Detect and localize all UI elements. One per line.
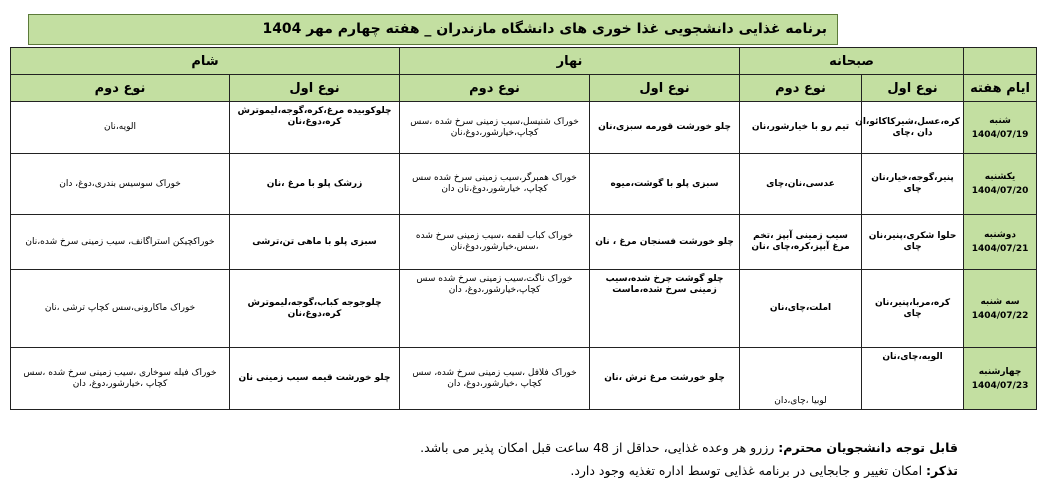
breakfast-type2-cell: عدسی،نان،چای	[740, 154, 862, 215]
day-date: 1404/07/19	[971, 129, 1029, 140]
lunch-type1-header: نوع اول	[590, 75, 740, 102]
note-reservation-label: قابل توجه دانشجویان محترم:	[778, 440, 958, 455]
dinner-type1-cell: سبزی پلو با ماهی تن،ترشی	[230, 215, 400, 270]
note-reservation	[420, 436, 958, 459]
day-date: 1404/07/23	[971, 380, 1029, 391]
day-cell	[964, 348, 1037, 410]
lunch-type2-cell: خوراک فلافل ،سیب زمینی سرخ شده، سس کچاپ ،خیارشور،دوغ، دان	[400, 348, 590, 410]
type-header-row	[11, 75, 1037, 102]
meal-group-empty	[964, 48, 1037, 75]
dinner-type1-cell: چلوجوجه کباب،گوجه،لیموترش کره،دوغ،نان	[230, 270, 400, 348]
breakfast-type1-cell: الویه،چای،نان	[862, 348, 964, 410]
dinner-type1-header: نوع اول	[230, 75, 400, 102]
dinner-type1-cell: زرشک پلو با مرغ ،نان	[230, 154, 400, 215]
note-changes-text: امکان تغییر و جابجایی در برنامه غذایی توسط اداره تغذیه وجود دارد.	[570, 463, 927, 478]
breakfast-type2-header: نوع دوم	[740, 75, 862, 102]
lunch-type2-cell: خوراک ناگت،سیب زمینی سرخ شده سس کچاپ،خیارشور،دوغ، دان	[400, 270, 590, 348]
meal-group-row	[11, 48, 1037, 75]
table-row	[11, 348, 1037, 410]
day-name: شنبه	[989, 115, 1011, 126]
lunch-type1-cell: چلو خورشت فسنجان مرغ ، نان	[590, 215, 740, 270]
lunch-type1-cell: سبزی پلو با گوشت،میوه	[590, 154, 740, 215]
breakfast-type1-cell: کره،عسل،شیرکاکائو،ان دان ،چای	[862, 102, 964, 154]
breakfast-type2-cell: سیب زمینی آبپز ،تخم مرغ آبپز،کره،چای ،نان	[740, 215, 862, 270]
meal-lunch-header: نهار	[400, 48, 740, 75]
food-menu-table	[10, 47, 1037, 410]
days-header: ایام هفته	[964, 75, 1037, 102]
dinner-type2-cell: خوراک ماکارونی،سس کچاپ ترشی ،نان	[11, 270, 230, 348]
breakfast-type1-cell: پنیر،گوجه،خیار،نان چای	[862, 154, 964, 215]
day-name: یکشنبه	[984, 172, 1016, 182]
day-name: دوشنبه	[984, 230, 1016, 240]
day-cell	[964, 154, 1037, 215]
dinner-type2-cell: خوراکچیکن استراگانف، سیب زمینی سرخ شده،نان	[11, 215, 230, 270]
lunch-type2-header: نوع دوم	[400, 75, 590, 102]
day-name: چهارشنبه	[978, 366, 1022, 377]
page-title: برنامه غذایی دانشجویی غذا خوری های دانشگاه مازندران _ هفته چهارم مهر 1404	[28, 14, 838, 45]
lunch-type1-cell: چلو خورشت مرغ ترش ،نان	[590, 348, 740, 410]
lunch-type1-cell: چلو گوشت چرخ شده،سیب زمینی سرخ شده،ماست	[590, 270, 740, 348]
table-row	[11, 270, 1037, 348]
note-reservation-text: رزرو هر وعده غذایی، حداقل از 48 ساعت قبل امکان پذیر می باشد.	[420, 440, 779, 455]
breakfast-type1-cell: کره،مربا،پنیر،نان چای	[862, 270, 964, 348]
lunch-type2-cell: خوراک همبرگر،سیب زمینی سرخ شده سس کچاپ، خیارشور،دوغ،نان دان	[400, 154, 590, 215]
day-cell	[964, 102, 1037, 154]
meal-breakfast-header: صبحانه	[740, 48, 964, 75]
dinner-type2-cell: الویه،نان	[11, 102, 230, 154]
dinner-type2-header: نوع دوم	[11, 75, 230, 102]
dinner-type2-cell: خوراک فیله سوخاری ،سیب زمینی سرخ شده ،سس کچاپ ،خیارشور،دوغ، دان	[11, 348, 230, 410]
breakfast-type2-cell: املت،چای،نان	[740, 270, 862, 348]
note-changes	[420, 459, 958, 482]
breakfast-type1-header: نوع اول	[862, 75, 964, 102]
day-cell	[964, 270, 1037, 348]
lunch-type2-cell: خوراک شنیسل،سیب زمینی سرخ شده ،سس کچاپ،خیارشور،دوغ،نان	[400, 102, 590, 154]
table-row	[11, 102, 1037, 154]
day-name: سه شنبه	[980, 296, 1020, 307]
day-date: 1404/07/21	[971, 244, 1029, 254]
meal-dinner-header: شام	[11, 48, 400, 75]
dinner-type2-cell: خوراک سوسیس بندری،دوغ، دان	[11, 154, 230, 215]
notes-block	[420, 436, 958, 482]
lunch-type1-cell: چلو خورشت قورمه سبزی،نان	[590, 102, 740, 154]
breakfast-type1-cell: حلوا شکری،پنیر،نان چای	[862, 215, 964, 270]
dinner-type1-cell: چلوکوبیده مرغ،کره،گوجه،لیموترش کره،دوغ،نان	[230, 102, 400, 154]
note-changes-label: تذکر:	[926, 463, 958, 478]
lunch-type2-cell: خوراک کباب لقمه ،سیب زمینی سرخ شده ،سس،خیارشور،دوغ،نان	[400, 215, 590, 270]
dinner-type1-cell: چلو خورشت قیمه سیب زمینی نان	[230, 348, 400, 410]
table-row	[11, 154, 1037, 215]
day-date: 1404/07/22	[971, 310, 1029, 321]
day-date: 1404/07/20	[971, 186, 1029, 196]
breakfast-type2-cell: تیم رو با خیارشور،نان	[740, 102, 862, 154]
day-cell	[964, 215, 1037, 270]
table-row	[11, 215, 1037, 270]
breakfast-type2-cell: لوبیا ،چای،دان	[740, 348, 862, 410]
